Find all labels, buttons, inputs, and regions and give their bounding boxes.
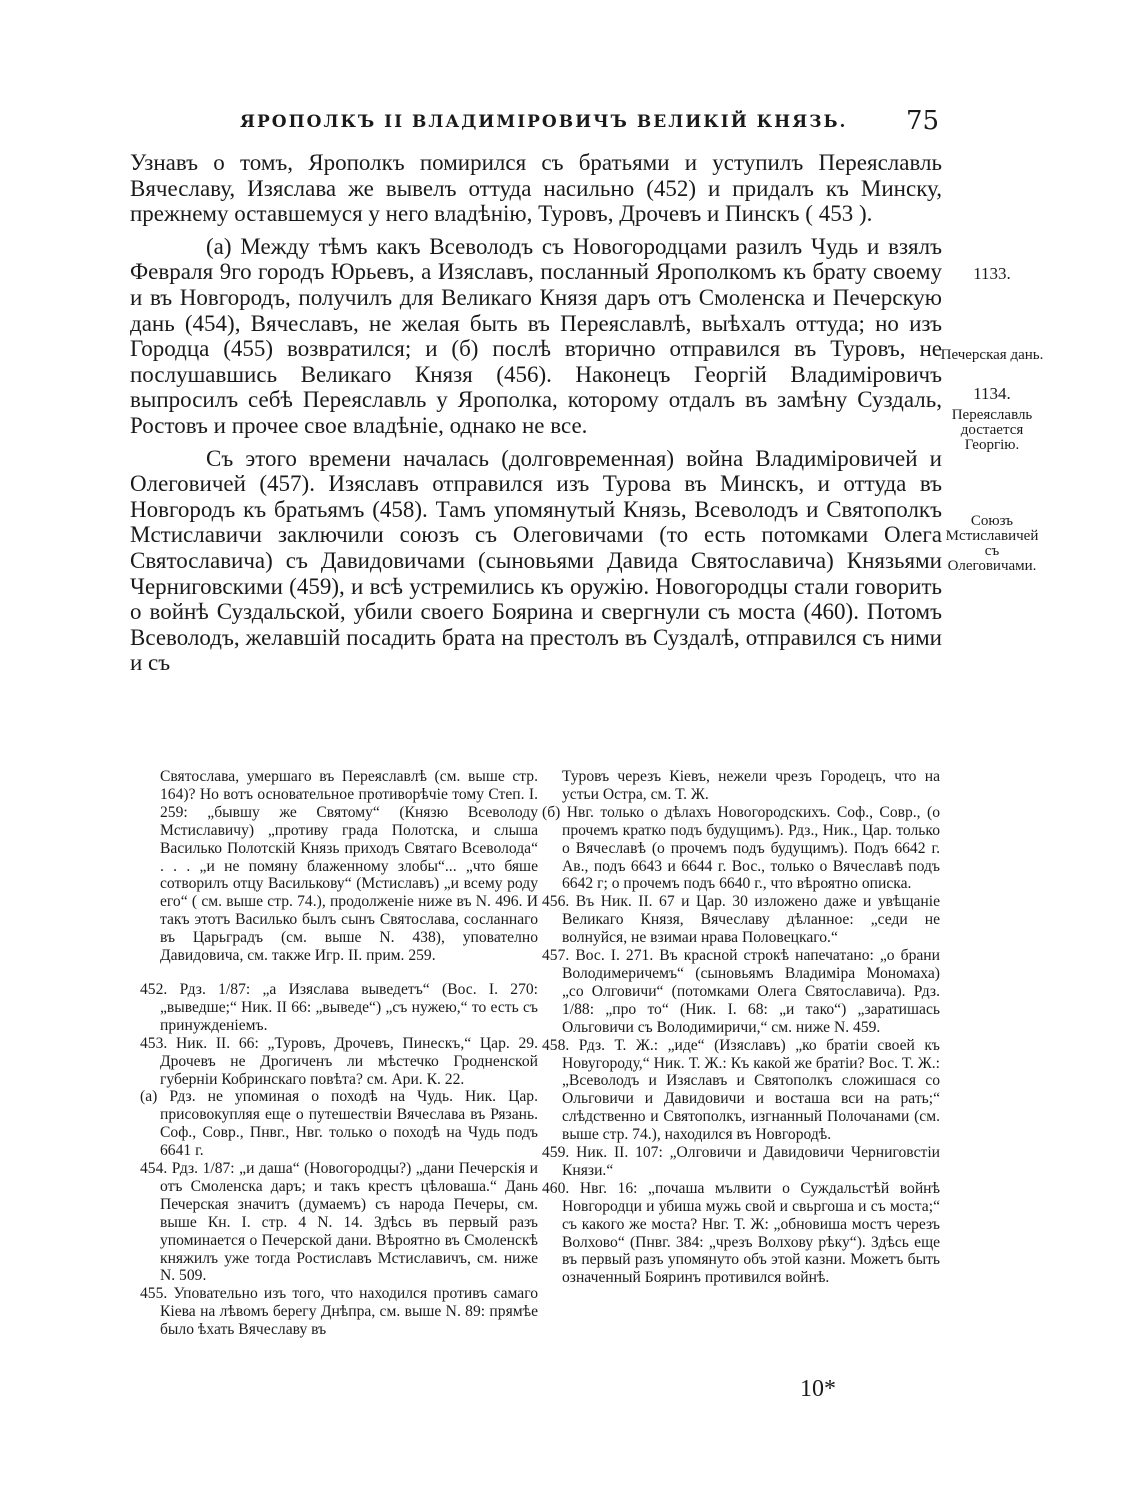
- footnote-455-continuation: Туровъ черезъ Кіевъ, нежели чрезъ Городецъ, что на устьи Остра, см. Т. Ж.: [562, 768, 940, 803]
- margin-note-year-1133: 1133.: [973, 264, 1011, 283]
- page-number: 75: [906, 106, 940, 136]
- footnote-455: 455. Уповательно изъ того, что находился противъ самаго Кіева на лѣвомъ берегу Днѣпра, см. выше N. 89: прямѣе было ѣхать Вячеславу въ: [140, 1285, 538, 1339]
- footnote-454: 454. Рдз. 1/87: „и даша“ (Новогородцы?) „дани Печерскія и отъ Смоленска даръ; и такъ крестъ цѣловаша.“ Дань Печерская значитъ (думаемъ) съ народа Печеры, см. выше Кн. I. стр. 4 N. 14. Здѣсь въ первый разъ упоминается о Печерской дани. Вѣроятно въ Смоленскѣ княжилъ уже тогда Ростиславъ Мстиславичъ, см. ниже N. 509.: [140, 1160, 538, 1285]
- page-header: [130, 106, 940, 152]
- footnote-457: 457. Вос. I. 271. Въ красной строкѣ напечатано: „о брани Володимеричемъ“ (сыновьямъ Владиміра Мономаха) „со Олговичи“ (потомками Олега Святославича). Рдз. 1/88: „про то“ (Ник. I. 68: „и тако“) „заратишась Ольговичи съ Володимиричи,“ см. ниже N. 459.: [542, 947, 940, 1036]
- margin-note-union: Союзъ Мстиславичей съ Олеговичами.: [945, 513, 1039, 574]
- footnote-456: 456. Въ Ник. II. 67 и Цар. 30 изложено даже и увѣщаніе Великаго Князя, Вячеславу дѣланное: „седи не волнуйся, не взимаи нрава Половецкаго.“: [542, 893, 940, 947]
- footnotes-left-column: [140, 768, 538, 1339]
- footnote-b: (б) Нвг. только о дѣлахъ Новогородскихъ. Соф., Совр., (о прочемъ кратко подъ будущимъ). Рдз., Ник., Цар. только о Вячеславѣ (о прочемъ подъ будущимъ). Подъ 6642 г. Ав., подъ 6643 и 6644 г. Вос., только о Вячеславѣ подъ 6642 г; о прочемъ подъ 6640 г., что вѣроятно описка.: [542, 803, 940, 893]
- footnote-a: (а) Рдз. не упоминая о походѣ на Чудь. Ник. Цар. присовокупляя еще о путешествіи Вячеслава въ Рязань. Соф., Совр., Пнвг., Нвг. только о походѣ на Чудь подъ 6641 г.: [140, 1088, 538, 1160]
- footnotes-right-column: [542, 768, 940, 1287]
- footnote-452: 452. Рдз. 1/87: „а Изяслава выведетъ“ (Вос. I. 270: „выведше;“ Ник. II 66: „выведе“) „съ нужею,“ то есть съ принужденіемъ.: [140, 980, 538, 1034]
- main-text: [130, 150, 942, 676]
- footnote-continuation: Святослава, умершаго въ Переяславлѣ (см. выше стр. 164)? Но вотъ основательное противорѣчіе тому Степ. I. 259: „бывшу же Святому“ (Князю Всеволоду Мстиславичу) „противу града Полотска, и слыша Василько Полотскій Князь приходъ Святаго Всеволода“ . . . „и не помяну блаженному злобы“... „что бяше сотворилъ отцу Василькову“ (Мстиславъ) „и всему роду его“ ( см. выше стр. 74.), продолженіе ниже въ N. 496. И такъ этотъ Василько былъ сынъ Святослава, сосланнаго въ Царьградъ (см. выше N. 438), упователно Давидовича, см. также Игр. II. прим. 259.: [160, 768, 538, 965]
- margin-note-pereyaslavl: Переяславль достается Георгію.: [951, 407, 1033, 453]
- footnote-458: 458. Рдз. Т. Ж.: „иде“ (Изяславъ) „ко братіи своей къ Новугороду,“ Ник. Т. Ж.: Къ какой же братіи? Вос. Т. Ж.: „Всеволодъ и Изяславъ и Святополкъ сложишася со Ольговичи и Давидовичи и восташа вси на рать;“ слѣдственно и Святополкъ, изгнанный Полочанами (см. выше стр. 74.), находился въ Новгородѣ.: [542, 1036, 940, 1144]
- paragraph-1: Узнавъ о томъ, Ярополкъ помирился съ братьями и уступилъ Переяславль Вячеславу, Изяслава же вывелъ оттуда насильно (452) и придалъ къ Минску, прежнему оставшемуся у него владѣнію, Туровъ, Дрочевъ и Пинскъ ( 453 ).: [130, 150, 942, 227]
- running-title: ЯРОПОЛКЪ II ВЛАДИМІРОВИЧЪ ВЕЛИКІЙ КНЯЗЬ.: [240, 112, 848, 132]
- margin-note-pecherskaya: Печерская дань.: [940, 347, 1044, 363]
- margin-note-year-1134: 1134.: [973, 384, 1011, 403]
- footnote-460: 460. Нвг. 16: „почаша мълвити о Суждальстѣй войнѣ Новгородци и убиша мужь свой и свьргоша и съ моста;“ съ какого же моста? Нвг. Т. Ж: „обновиша мостъ черезъ Волхово“ (Пнвг. 384: „чрезъ Волхову рѣку“). Здѣсь еще въ первый разъ упомянуто объ этой казни. Можетъ быть означенный Бояринъ противился войнѣ.: [542, 1179, 940, 1287]
- footnote-459: 459. Ник. II. 107: „Олговичи и Давидовичи Черниговстіи Князи.“: [542, 1144, 940, 1179]
- footnote-453: 453. Ник. II. 66: „Туровъ, Дрочевъ, Пинескъ,“ Цар. 29. Дрочевъ не Дрогиченъ ли мѣстечко Гродненской губерніи Кобринскаго повѣта? см. Ари. К. 22.: [140, 1034, 538, 1088]
- paragraph-3: Съ этого времени началась (долговременная) война Владиміровичей и Олеговичей (457). Изяславъ отправился изъ Турова въ Минскъ, и оттуда въ Новгородъ къ братьямъ (458). Тамъ упомянутый Князь, Всеволодъ и Святополкъ Мстиславичи заключили союзъ съ Олеговичами (то есть потомками Олега Святославича) съ Давидовичами (сыновьями Давида Святославича) Князьями Черниговскими (459), и всѣ устремились къ оружію. Новогородцы стали говорить о войнѣ Суздальской, убили своего Боярина и свергнули съ моста (460). Потомъ Всеволодъ, желавшій посадить брата на престолъ въ Суздалѣ, отправился съ ними и съ: [130, 445, 942, 676]
- paragraph-2: (а) Между тѣмъ какъ Всеволодъ съ Новогородцами разилъ Чудь и взялъ Февраля 9го городъ Юрьевъ, а Изяславъ, посланный Ярополкомъ къ брату своему и въ Новгородъ, получилъ для Великаго Князя даръ отъ Смоленска и Печерскую дань (454), Вячеславъ, не желая быть въ Переяславлѣ, выѣхалъ оттуда; но изъ Городца (455) возвратился; и (б) послѣ вторично отправился въ Туровъ, не послушавшись Великаго Князя (456). Наконецъ Георгій Владиміровичъ выпросилъ себѣ Переяславль у Ярополка, которому отдалъ въ замѣну Суздаль, Ростовъ и прочее свое владѣніе, однако не все.: [130, 233, 942, 438]
- signature-mark: 10*: [800, 1376, 836, 1402]
